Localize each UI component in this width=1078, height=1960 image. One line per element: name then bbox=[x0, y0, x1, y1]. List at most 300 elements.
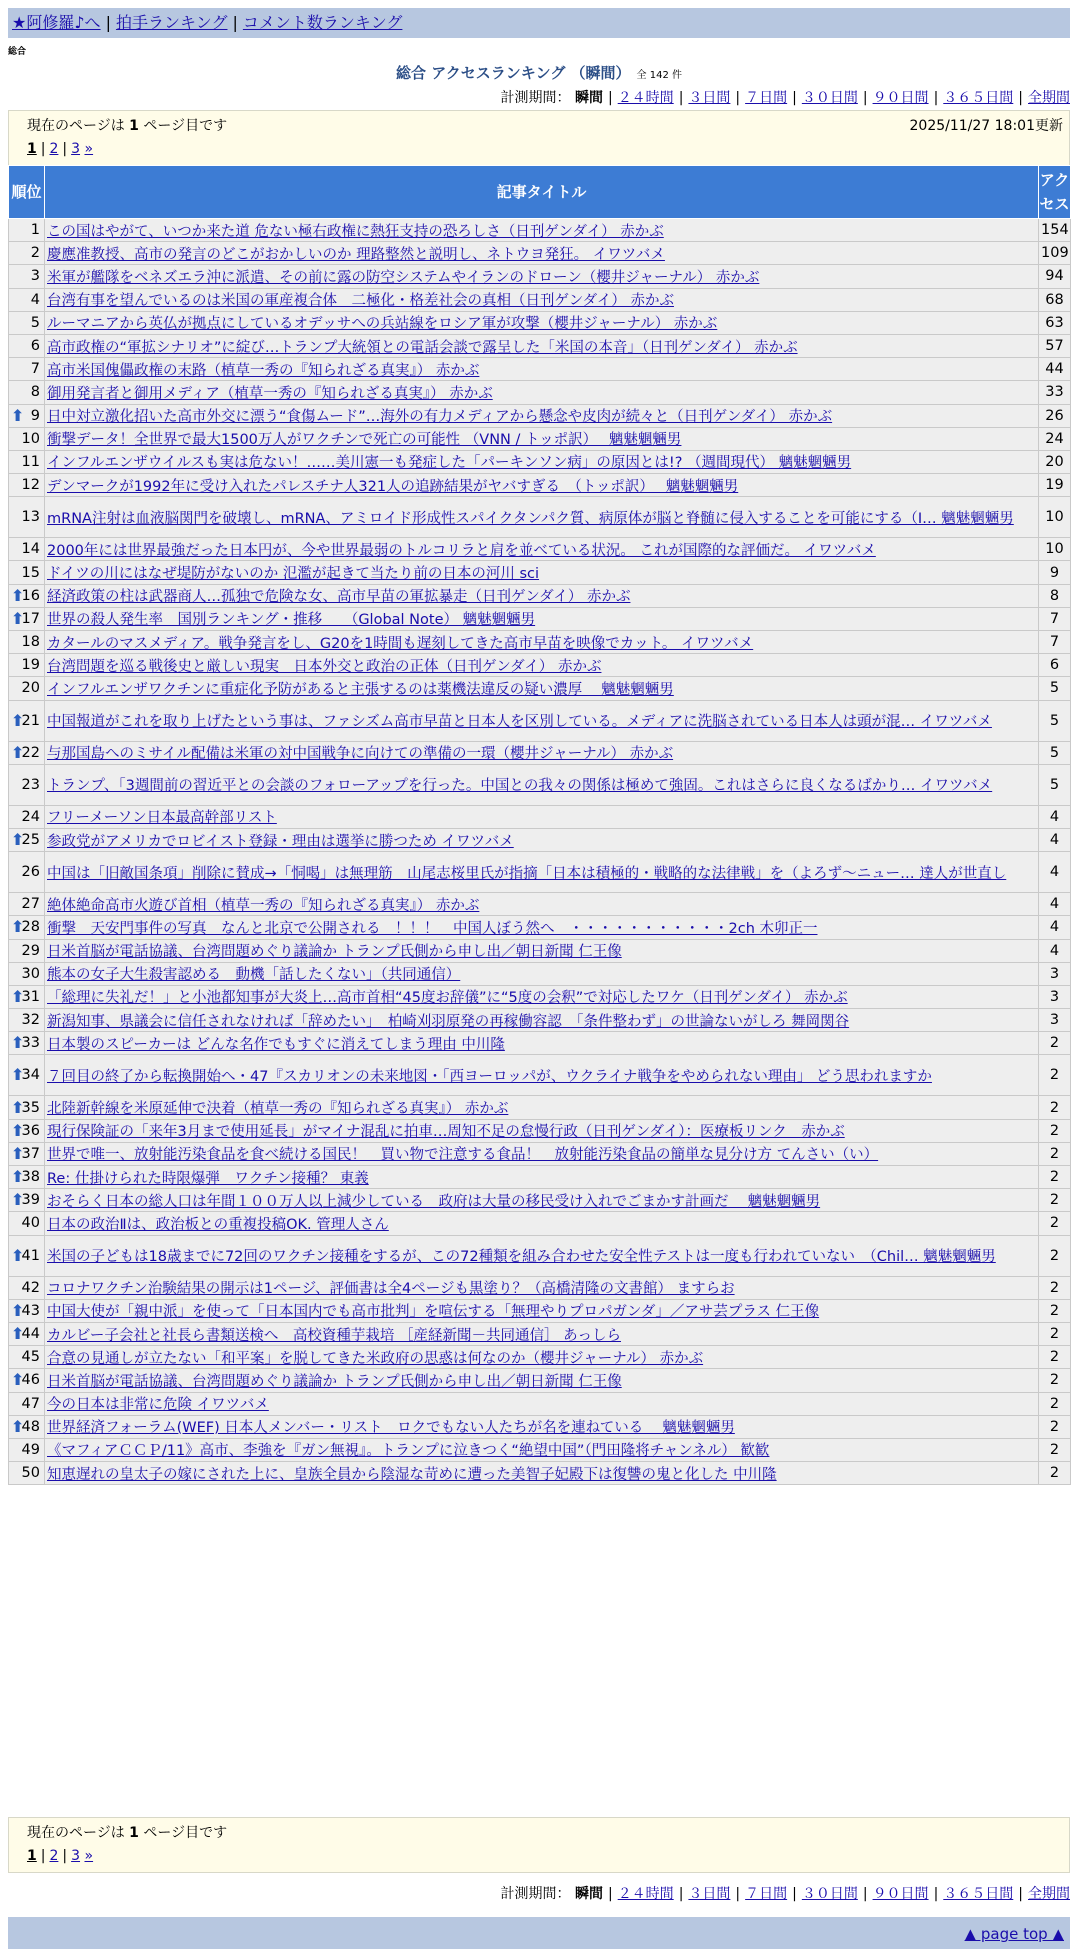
rank-cell bbox=[9, 311, 45, 334]
page-info-prefix: 現在のページは bbox=[27, 118, 130, 134]
article-title-link[interactable]: インフルエンザウイルスも実は危ない！……美川憲一も発症した「パーキンソン病」の原因とは!? （週間現代） 魑魅魍魎男 bbox=[47, 455, 852, 472]
table-row bbox=[9, 631, 1071, 654]
title-cell bbox=[45, 764, 1039, 805]
access-count-cell: 2 bbox=[1039, 1235, 1071, 1276]
table-row bbox=[9, 474, 1071, 497]
page-info-suffix: ページ目です bbox=[138, 118, 228, 134]
rank-up-arrow-icon: ⬆ bbox=[11, 917, 25, 937]
rank-number: 10 bbox=[21, 430, 40, 447]
rank-number: 46 bbox=[21, 1372, 40, 1389]
pager-page-link[interactable]: 2 bbox=[49, 1848, 59, 1864]
rank-number: 16 bbox=[21, 587, 40, 604]
period-separator: | bbox=[678, 1886, 684, 1902]
rank-number: 42 bbox=[21, 1279, 40, 1296]
table-row bbox=[9, 1392, 1071, 1415]
article-title-link[interactable]: 北陸新幹線を米原延伸で決着（植草一秀の『知られざる真実』） 赤かぶ bbox=[47, 1101, 509, 1118]
article-title-link[interactable]: 中国は「旧敵国条項」削除に賛成→「恫喝」は無理筋 山尾志桜里氏が指摘「日本は積極的・戦略的な法律戦」を（よろず〜ニュー… 達人が世直し bbox=[47, 865, 1007, 882]
title-cell bbox=[45, 607, 1039, 630]
rank-number: 36 bbox=[21, 1122, 40, 1139]
title-cell bbox=[45, 358, 1039, 381]
nav-separator: | bbox=[232, 13, 238, 32]
article-title-link[interactable]: 米国の子どもは18歳までに72回のワクチン接種をするが、この72種類を組み合わせた安全性テストは一度も行われていない （Chil… 魑魅魍魎男 bbox=[47, 1249, 996, 1266]
rank-number: 5 bbox=[30, 314, 40, 331]
title-cell bbox=[45, 497, 1039, 538]
period-link[interactable]: ３６５日間 bbox=[943, 90, 1014, 106]
article-title-link[interactable]: カタールのマスメディア。戦争発言をし、G20を1時間も遅刻してきた高市早苗を映像でカット。 イワツバメ bbox=[47, 635, 754, 652]
article-title-link[interactable]: ドイツの川にはなぜ堤防がないのか 氾濫が起きて当たり前の日本の河川 sci bbox=[47, 566, 540, 583]
table-row bbox=[9, 1299, 1071, 1322]
rank-cell bbox=[9, 1212, 45, 1235]
article-title-link[interactable]: 与那国島へのミサイル配備は米軍の対中国戦争に向けての準備の一環（櫻井ジャーナル） 赤かぶ bbox=[47, 746, 674, 763]
period-separator: | bbox=[862, 1886, 868, 1902]
title-cell bbox=[45, 1235, 1039, 1276]
page-title-block bbox=[0, 62, 1078, 83]
period-selector-bottom bbox=[501, 1883, 1070, 1903]
rank-number: 33 bbox=[21, 1035, 40, 1052]
rank-up-arrow-icon: ⬆ bbox=[11, 710, 25, 730]
table-row bbox=[9, 1212, 1071, 1235]
access-count-cell: 24 bbox=[1039, 427, 1071, 450]
period-link[interactable]: ９０日間 bbox=[872, 90, 929, 106]
title-cell bbox=[45, 828, 1039, 851]
rank-cell bbox=[9, 584, 45, 607]
article-title-link[interactable]: 現行保険証の「来年3月まで使用延長」がマイナ混乱に拍車…周知不足の怠慢行政（日刊ゲンダイ）：医療板リンク 赤かぶ bbox=[47, 1124, 845, 1141]
table-row bbox=[9, 1276, 1071, 1299]
current-page-info bbox=[27, 1822, 227, 1842]
rank-number: 20 bbox=[21, 680, 40, 697]
table-row bbox=[9, 311, 1071, 334]
rank-up-arrow-icon: ⬆ bbox=[11, 1167, 25, 1187]
rank-cell bbox=[9, 916, 45, 939]
title-cell bbox=[45, 584, 1039, 607]
article-title-link[interactable]: 世界経済フォーラム(WEF) 日本人メンバー・リスト ロクでもない人たちが名を連ねている 魑魅魍魎男 bbox=[47, 1420, 735, 1437]
table-row bbox=[9, 1032, 1071, 1055]
page-info-number: 1 bbox=[129, 118, 139, 134]
article-title-link[interactable]: 参政党がアメリカでロビイスト登録・理由は選挙に勝つため イワツバメ bbox=[47, 833, 514, 850]
article-title-link[interactable]: 2000年には世界最強だった日本円が、今や世界最弱のトルコリラと肩を並べている状況。 これが国際的な評価だ。 イワツバメ bbox=[47, 542, 876, 559]
access-count-cell: 8 bbox=[1039, 584, 1071, 607]
article-title-link[interactable]: 世界の殺人発生率 国別ランキング・推移 （Global Note） 魑魅魍魎男 bbox=[47, 612, 536, 629]
rank-number: 11 bbox=[21, 453, 40, 470]
access-count-cell: 2 bbox=[1039, 1119, 1071, 1142]
access-count-cell: 5 bbox=[1039, 741, 1071, 764]
rank-cell bbox=[9, 1166, 45, 1189]
comment-ranking-link[interactable]: コメント数ランキング bbox=[242, 13, 403, 32]
total-count: 全 142 件 bbox=[636, 70, 682, 81]
current-page-info bbox=[27, 115, 227, 135]
rank-cell bbox=[9, 288, 45, 311]
article-title-link[interactable]: コロナワクチン治験結果の開示は1ページ、評価書は全4ページも黒塗り？（高橋清隆の文書館） ますらお bbox=[47, 1281, 735, 1298]
title-cell bbox=[45, 1369, 1039, 1392]
rank-up-arrow-icon: ⬆ bbox=[11, 1245, 25, 1265]
pager-current-page: 1 bbox=[27, 141, 37, 157]
page-info-bar-top bbox=[8, 110, 1070, 166]
article-title-link[interactable]: インフルエンザワクチンに重症化予防があると主張するのは薬機法違反の疑い濃厚 魑魅魍魎男 bbox=[47, 681, 674, 698]
title-cell bbox=[45, 427, 1039, 450]
title-cell bbox=[45, 381, 1039, 404]
rank-number: 32 bbox=[21, 1012, 40, 1029]
table-row bbox=[9, 1189, 1071, 1212]
title-cell bbox=[45, 654, 1039, 677]
rank-number: 1 bbox=[30, 222, 40, 239]
period-current: 瞬間 bbox=[574, 90, 603, 106]
rank-number: 38 bbox=[21, 1169, 40, 1186]
table-row bbox=[9, 584, 1071, 607]
rank-cell bbox=[9, 1096, 45, 1119]
rank-cell bbox=[9, 334, 45, 357]
rank-up-arrow-icon: ⬆ bbox=[11, 1065, 25, 1085]
page-info-suffix: ページ目です bbox=[138, 1825, 228, 1841]
pager-current-page: 1 bbox=[27, 1848, 37, 1864]
period-link[interactable]: ３日間 bbox=[688, 90, 731, 106]
rank-cell bbox=[9, 985, 45, 1008]
access-count-cell: 10 bbox=[1039, 497, 1071, 538]
home-link[interactable]: ★阿修羅♪へ bbox=[12, 13, 101, 32]
rank-number: 34 bbox=[21, 1067, 40, 1084]
article-title-link[interactable]: 高市米国傀儡政権の末路（植草一秀の『知られざる真実』） 赤かぶ bbox=[47, 362, 480, 379]
article-title-link[interactable]: 日本製のスピーカーは どんな名作でもすぐに消えてしまう理由 中川隆 bbox=[47, 1036, 505, 1053]
access-count-cell: 2 bbox=[1039, 1369, 1071, 1392]
rank-number: 6 bbox=[30, 338, 40, 355]
article-title-link[interactable]: 日中対立激化招いた高市外交に漂う“食傷ムード”…海外の有力メディアから懸念や皮肉が続々と（日刊ゲンダイ） 赤かぶ bbox=[47, 409, 833, 426]
access-count-cell: 109 bbox=[1039, 242, 1071, 265]
title-cell bbox=[45, 1438, 1039, 1461]
page-info-prefix: 現在のページは bbox=[27, 1825, 130, 1841]
access-count-cell: 94 bbox=[1039, 265, 1071, 288]
period-link[interactable]: ３０日間 bbox=[801, 90, 858, 106]
rank-cell bbox=[9, 450, 45, 473]
table-header-row bbox=[9, 166, 1071, 219]
pager-page-link[interactable]: 3 bbox=[71, 1848, 81, 1864]
rank-number: 4 bbox=[30, 291, 40, 308]
title-cell bbox=[45, 631, 1039, 654]
rank-up-arrow-icon: ⬆ bbox=[11, 405, 25, 425]
table-row bbox=[9, 893, 1071, 916]
access-count-cell: 4 bbox=[1039, 939, 1071, 962]
period-link[interactable]: ３６５日間 bbox=[943, 1886, 1014, 1902]
access-count-cell: 2 bbox=[1039, 1392, 1071, 1415]
article-title-link[interactable]: 今の日本は非常に危険 イワツバメ bbox=[47, 1397, 269, 1414]
title-cell bbox=[45, 1415, 1039, 1438]
title-cell bbox=[45, 1032, 1039, 1055]
table-row bbox=[9, 497, 1071, 538]
access-count-cell: 2 bbox=[1039, 1462, 1071, 1485]
table-row bbox=[9, 1322, 1071, 1345]
period-current: 瞬間 bbox=[574, 1886, 603, 1902]
table-row bbox=[9, 828, 1071, 851]
rank-cell bbox=[9, 1438, 45, 1461]
rank-cell bbox=[9, 805, 45, 828]
period-separator: | bbox=[1018, 1886, 1023, 1902]
table-row bbox=[9, 939, 1071, 962]
table-row bbox=[9, 852, 1071, 893]
article-title-link[interactable]: 日本の政治Ⅱは、政治板との重複投稿OK. 管理人さん bbox=[47, 1216, 389, 1233]
table-row bbox=[9, 764, 1071, 805]
title-cell bbox=[45, 219, 1039, 242]
period-link[interactable]: ３日間 bbox=[688, 1886, 731, 1902]
rank-up-arrow-icon: ⬆ bbox=[11, 830, 25, 850]
rank-number: 31 bbox=[21, 988, 40, 1005]
page-title: 総合 アクセスランキング （瞬間） bbox=[396, 64, 631, 82]
period-link[interactable]: ７日間 bbox=[745, 1886, 788, 1902]
rank-cell bbox=[9, 677, 45, 700]
rank-cell bbox=[9, 828, 45, 851]
rank-cell bbox=[9, 1369, 45, 1392]
table-row bbox=[9, 741, 1071, 764]
rank-number: 48 bbox=[21, 1418, 40, 1435]
article-title-link[interactable]: フリーメーソン日本最高幹部リスト bbox=[47, 810, 277, 827]
title-cell bbox=[45, 404, 1039, 427]
title-cell bbox=[45, 852, 1039, 893]
period-separator: | bbox=[607, 90, 613, 106]
rank-cell bbox=[9, 538, 45, 561]
pager-top bbox=[27, 141, 93, 157]
title-cell bbox=[45, 288, 1039, 311]
article-title-link[interactable]: カルビー子会社と社長ら書類送検へ 高校資種芋栽培 ［産経新聞－共同通信］ あっしら bbox=[47, 1327, 621, 1344]
title-cell bbox=[45, 1009, 1039, 1032]
rank-number: 17 bbox=[21, 610, 40, 627]
access-count-cell: 7 bbox=[1039, 631, 1071, 654]
rank-number: 50 bbox=[21, 1465, 40, 1482]
article-title-link[interactable]: 中国大使が「親中派」を使って「日本国内でも高市批判」を喧伝する「無理やりプロパガンダ」／アサ芸プラス 仁王像 bbox=[47, 1304, 820, 1321]
table-row bbox=[9, 288, 1071, 311]
page-info-number: 1 bbox=[129, 1825, 139, 1841]
rank-up-arrow-icon: ⬆ bbox=[11, 1097, 25, 1117]
rank-number: 9 bbox=[30, 407, 40, 424]
article-title-link[interactable]: ７回目の終了から転換開始へ・47『スカリオンの未来地図・「西ヨーロッパが、ウクライナ戦争をやめられない理由」 どう思われますか bbox=[47, 1068, 932, 1085]
title-cell bbox=[45, 450, 1039, 473]
rank-number: 3 bbox=[30, 268, 40, 285]
access-count-cell: 4 bbox=[1039, 893, 1071, 916]
pager-next-link[interactable]: » bbox=[84, 1848, 94, 1864]
article-title-link[interactable]: 御用発言者と御用メディア（植草一秀の『知られざる真実』） 赤かぶ bbox=[47, 385, 493, 402]
rank-up-arrow-icon: ⬆ bbox=[11, 986, 25, 1006]
title-cell bbox=[45, 474, 1039, 497]
article-title-link[interactable]: Re: 仕掛けられた時限爆弾 ワクチン接種？ 東義 bbox=[47, 1170, 369, 1187]
rank-number: 12 bbox=[21, 477, 40, 494]
title-cell bbox=[45, 311, 1039, 334]
top-navigation bbox=[8, 8, 1070, 38]
rank-number: 2 bbox=[30, 245, 40, 262]
table-row bbox=[9, 404, 1071, 427]
access-count-cell: 5 bbox=[1039, 677, 1071, 700]
article-title-link[interactable]: 日米首脳が電話協議、台湾問題めぐり議論か トランプ氏側から申し出／朝日新聞 仁王像 bbox=[47, 1373, 622, 1390]
rank-number: 37 bbox=[21, 1145, 40, 1162]
access-count-cell: 2 bbox=[1039, 1212, 1071, 1235]
rank-number: 35 bbox=[21, 1099, 40, 1116]
period-link[interactable]: ２４時間 bbox=[617, 1886, 674, 1902]
rank-cell bbox=[9, 1119, 45, 1142]
article-title-link[interactable]: この国はやがて、いつか来た道 危ない極右政権に熱狂支持の恐ろしさ（日刊ゲンダイ） 赤かぶ bbox=[47, 223, 664, 240]
access-count-cell: 63 bbox=[1039, 311, 1071, 334]
rank-cell bbox=[9, 1462, 45, 1485]
title-cell bbox=[45, 1142, 1039, 1165]
title-cell bbox=[45, 1055, 1039, 1096]
article-title-link[interactable]: 《マフィアＣＣＰ/11》高市、李強を『ガン無視』。トランプに泣きつく“絶望中国”（門田隆将チャンネル） 歓歓 bbox=[47, 1443, 770, 1460]
period-separator: | bbox=[933, 1886, 939, 1902]
pager-page-link[interactable]: 3 bbox=[71, 141, 81, 157]
period-separator: | bbox=[1018, 90, 1023, 106]
table-row bbox=[9, 607, 1071, 630]
clap-ranking-link[interactable]: 拍手ランキング bbox=[115, 13, 228, 32]
title-cell bbox=[45, 1166, 1039, 1189]
period-link[interactable]: ７日間 bbox=[745, 90, 788, 106]
access-count-cell: 2 bbox=[1039, 1096, 1071, 1119]
article-title-link[interactable]: 台湾有事を望んでいるのは米国の軍産複合体 二極化・格差社会の真相（日刊ゲンダイ） 赤かぶ bbox=[47, 293, 674, 310]
rank-cell bbox=[9, 1055, 45, 1096]
rank-number: 19 bbox=[21, 657, 40, 674]
period-link[interactable]: ２４時間 bbox=[617, 90, 674, 106]
table-row bbox=[9, 1462, 1071, 1485]
access-count-cell: 68 bbox=[1039, 288, 1071, 311]
article-title-link[interactable]: 熊本の女子大生殺害認める 動機「話したくない」（共同通信） bbox=[47, 967, 461, 984]
rank-number: 24 bbox=[21, 808, 40, 825]
table-row bbox=[9, 1055, 1071, 1096]
table-row bbox=[9, 1166, 1071, 1189]
title-cell bbox=[45, 334, 1039, 357]
article-title-link[interactable]: 経済政策の柱は武器商人…孤独で危険な女、高市早苗の軍拡暴走（日刊ゲンダイ） 赤かぶ bbox=[47, 589, 631, 606]
rank-number: 47 bbox=[21, 1395, 40, 1412]
title-cell bbox=[45, 741, 1039, 764]
rank-cell bbox=[9, 404, 45, 427]
access-count-cell: 3 bbox=[1039, 985, 1071, 1008]
period-separator: | bbox=[735, 1886, 741, 1902]
ranking-table bbox=[8, 165, 1071, 1485]
table-row bbox=[9, 1369, 1071, 1392]
access-count-cell: 4 bbox=[1039, 916, 1071, 939]
rank-number: 41 bbox=[21, 1247, 40, 1264]
article-title-link[interactable]: 世界で唯一、放射能汚染食品を食べ続ける国民！ 買い物で注意する食品！ 放射能汚染食品の簡単な見分け方 てんさい（い） bbox=[47, 1147, 879, 1164]
title-cell bbox=[45, 1096, 1039, 1119]
table-row bbox=[9, 358, 1071, 381]
table-row bbox=[9, 1415, 1071, 1438]
table-row bbox=[9, 654, 1071, 677]
article-title-link[interactable]: 慶應准教授、高市の発言のどこがおかしいのか 理路整然と説明し、ネトウヨ発狂。 イワツバメ bbox=[47, 246, 665, 263]
rank-number: 44 bbox=[21, 1326, 40, 1343]
period-separator: | bbox=[735, 90, 741, 106]
rank-number: 14 bbox=[21, 541, 40, 558]
rank-number: 30 bbox=[21, 965, 40, 982]
access-count-cell: 44 bbox=[1039, 358, 1071, 381]
period-link[interactable]: ９０日間 bbox=[872, 1886, 929, 1902]
article-title-link[interactable]: デンマークが1992年に受け入れたパレスチナ人321人の追跡結果がヤバすぎる （トッポ訳） 魑魅魍魎男 bbox=[47, 478, 739, 495]
title-cell bbox=[45, 1346, 1039, 1369]
rank-up-arrow-icon: ⬆ bbox=[11, 1190, 25, 1210]
table-row bbox=[9, 677, 1071, 700]
access-count-cell: 57 bbox=[1039, 334, 1071, 357]
article-title-link[interactable]: 合意の見通しが立たない「和平案」を脱してきた米政府の思惑は何なのか（櫻井ジャーナル） 赤かぶ bbox=[47, 1350, 704, 1367]
access-count-cell: 3 bbox=[1039, 962, 1071, 985]
rank-up-arrow-icon: ⬆ bbox=[11, 608, 25, 628]
table-row bbox=[9, 538, 1071, 561]
table-row bbox=[9, 1096, 1071, 1119]
pager-separator: | bbox=[40, 1848, 46, 1864]
article-title-link[interactable]: 中国報道がこれを取り上げたという事は、ファシズム高市早苗と日本人を区別している。メディアに洗脳されている日本人は頭が混… イワツバメ bbox=[47, 714, 992, 731]
period-label: 計測期間： bbox=[500, 90, 575, 106]
rank-cell bbox=[9, 631, 45, 654]
period-link[interactable]: 全期間 bbox=[1028, 90, 1070, 106]
article-title-link[interactable]: トランプ、「3週間前の習近平との会談のフォローアップを行った。中国との我々の関係は極めて強固。これはさらに良くなるばかり… イワツバメ bbox=[47, 778, 993, 795]
count-header: アクセス bbox=[1039, 166, 1071, 219]
table-row bbox=[9, 1119, 1071, 1142]
rank-cell bbox=[9, 1415, 45, 1438]
rank-number: 22 bbox=[21, 744, 40, 761]
pager-separator: | bbox=[62, 1848, 68, 1864]
access-count-cell: 26 bbox=[1039, 404, 1071, 427]
article-title-link[interactable]: 高市政権の“軍拡シナリオ”に綻び…トランプ大統領との電話会談で露呈した「米国の本音」（日刊ゲンダイ） 赤かぶ bbox=[47, 339, 798, 356]
table-row bbox=[9, 1142, 1071, 1165]
table-row bbox=[9, 700, 1071, 741]
rank-cell bbox=[9, 1322, 45, 1345]
rank-cell bbox=[9, 654, 45, 677]
title-cell bbox=[45, 1392, 1039, 1415]
access-count-cell: 4 bbox=[1039, 828, 1071, 851]
rank-up-arrow-icon: ⬆ bbox=[11, 742, 25, 762]
access-count-cell: 4 bbox=[1039, 805, 1071, 828]
article-title-link[interactable]: mRNA注射は血液脳関門を破壊し、mRNA、アミロイド形成性スパイクタンパク質、病原体が脳と脊髄に侵入することを可能にする（I… 魑魅魍魎男 bbox=[47, 510, 1014, 527]
title-cell bbox=[45, 1119, 1039, 1142]
article-title-link[interactable]: 台湾問題を巡る戦後史と厳しい現実 日本外交と政治の正体（日刊ゲンダイ） 赤かぶ bbox=[47, 658, 602, 675]
pager-bottom bbox=[27, 1848, 93, 1864]
table-row bbox=[9, 219, 1071, 242]
article-title-link[interactable]: 米軍が艦隊をベネズエラ沖に派遣、その前に露の防空システムやイランのドローン（櫻井ジャーナル） 赤かぶ bbox=[47, 269, 760, 286]
table-row bbox=[9, 265, 1071, 288]
table-row bbox=[9, 381, 1071, 404]
article-title-link[interactable]: 「総理に失礼だ！」と小池都知事が大炎上…高市首相“45度お辞儀”に“5度の会釈”で対応したワケ（日刊ゲンダイ） 赤かぶ bbox=[47, 990, 848, 1007]
nav-separator: | bbox=[105, 13, 111, 32]
rank-cell bbox=[9, 1299, 45, 1322]
access-count-cell: 2 bbox=[1039, 1166, 1071, 1189]
article-title-link[interactable]: おそらく日本の総人口は年間１００万人以上減少している 政府は大量の移民受け入れでごまかす計画だ 魑魅魍魎男 bbox=[47, 1193, 821, 1210]
access-count-cell: 5 bbox=[1039, 764, 1071, 805]
article-title-link[interactable]: 新潟知事、県議会に信任されなければ「辞めたい」 柏崎刈羽原発の再稼働容認 「条件整わず」の世論ないがしろ 舞岡関谷 bbox=[47, 1013, 850, 1030]
pager-page-link[interactable]: 2 bbox=[49, 141, 59, 157]
rank-up-arrow-icon: ⬆ bbox=[11, 585, 25, 605]
access-count-cell: 3 bbox=[1039, 1009, 1071, 1032]
pager-next-link[interactable]: » bbox=[84, 141, 94, 157]
access-count-cell: 2 bbox=[1039, 1322, 1071, 1345]
title-cell bbox=[45, 962, 1039, 985]
article-title-link[interactable]: 日米首脳が電話協議、台湾問題めぐり議論か トランプ氏側から申し出／朝日新聞 仁王像 bbox=[47, 944, 622, 961]
article-title-link[interactable]: ルーマニアから英仏が拠点にしているオデッサへの兵站線をロシア軍が攻撃（櫻井ジャーナル） 赤かぶ bbox=[47, 316, 718, 333]
article-title-link[interactable]: 絶体絶命高市火遊び首相（植草一秀の『知られざる真実』） 赤かぶ bbox=[47, 897, 480, 914]
title-cell bbox=[45, 242, 1039, 265]
rank-cell bbox=[9, 939, 45, 962]
access-count-cell: 2 bbox=[1039, 1055, 1071, 1096]
rank-cell bbox=[9, 1032, 45, 1055]
page-top-link[interactable]: ▲ page top ▲ bbox=[964, 1925, 1064, 1943]
rank-number: 28 bbox=[21, 919, 40, 936]
title-cell bbox=[45, 1189, 1039, 1212]
rank-cell bbox=[9, 1392, 45, 1415]
table-row bbox=[9, 805, 1071, 828]
article-title-link[interactable]: 衝撃データ！全世界で最大1500万人がワクチンで死亡の可能性 （VNN / トッポ訳） 魑魅魍魎男 bbox=[47, 432, 682, 449]
title-cell bbox=[45, 677, 1039, 700]
rank-number: 21 bbox=[21, 712, 40, 729]
table-row bbox=[9, 1346, 1071, 1369]
period-link[interactable]: ３０日間 bbox=[801, 1886, 858, 1902]
access-count-cell: 6 bbox=[1039, 654, 1071, 677]
footer-bar bbox=[8, 1917, 1070, 1949]
article-title-link[interactable]: 知恵遅れの皇太子の嫁にされた上に、皇族全員から陰湿な苛めに遭った美智子妃殿下は復讐の鬼と化した 中川隆 bbox=[47, 1466, 777, 1483]
period-link[interactable]: 全期間 bbox=[1028, 1886, 1070, 1902]
rank-cell bbox=[9, 497, 45, 538]
rank-cell bbox=[9, 852, 45, 893]
access-count-cell: 2 bbox=[1039, 1438, 1071, 1461]
title-cell bbox=[45, 916, 1039, 939]
article-title-link[interactable]: 衝撃 天安門事件の写真 なんと北京で公開される ！！！ 中国人ぼう然へ ・・・・・・・・・・・2ch 木卯正一 bbox=[47, 920, 818, 937]
access-count-cell: 20 bbox=[1039, 450, 1071, 473]
